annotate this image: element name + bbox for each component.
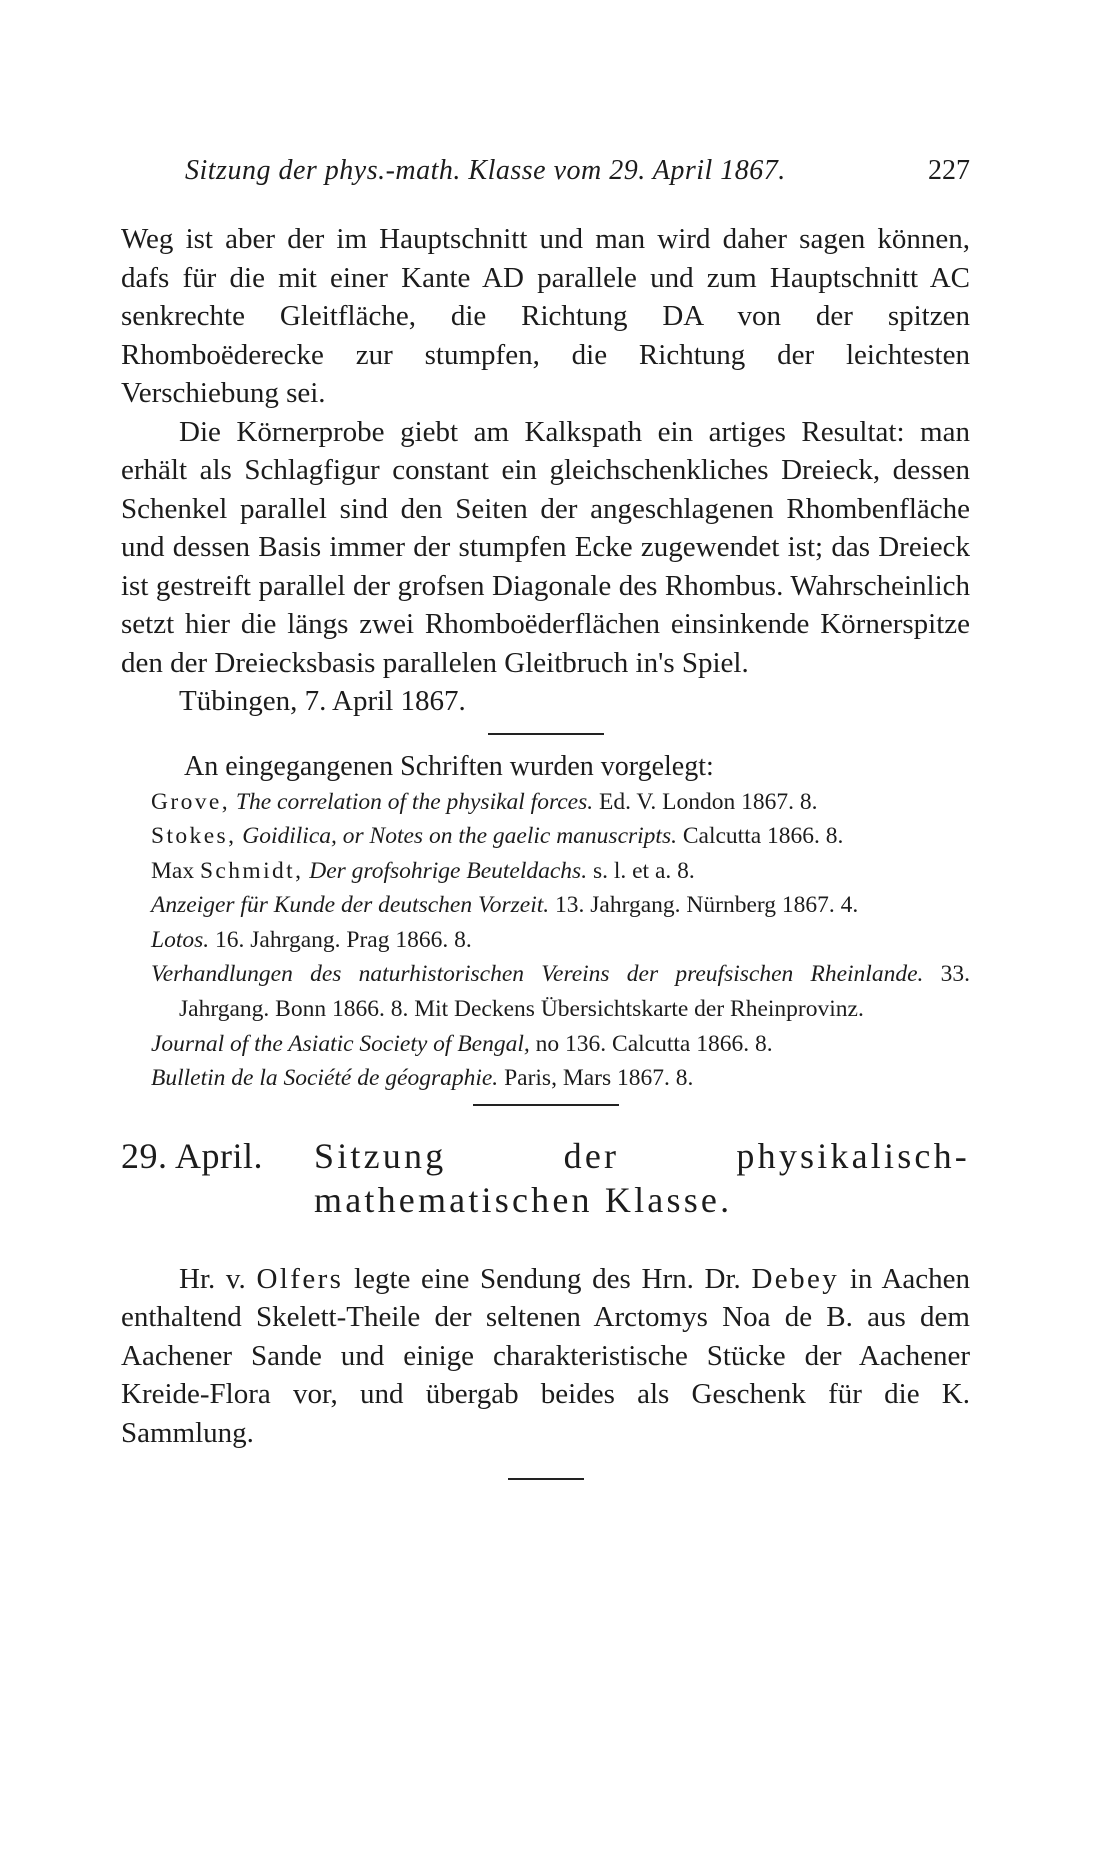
running-head-title: Sitzung der phys.-math. Klasse vom 29. April 1867.: [185, 155, 786, 186]
bibliography-entry: Verhandlungen des naturhistorischen Vereins der preufsischen Rheinlande. 33. Jahrgang. Bonn 1866. 8. Mit Deckens Übersichtskarte der Rheinprovinz.: [151, 961, 971, 1023]
olfers-paragraph: Hr. v. Olfers legte eine Sendung des Hrn. Dr. Debey in Aachen enthaltend Skelett-Theile der seltenen Arctomys Noa de B. aus dem Aachener Sande und einige charakteristische Stücke der Aachener Kreide-Flora vor, und übergab beides als Geschenk für die K. Sammlung.: [121, 1262, 971, 1449]
bibliography-entry: Journal of the Asiatic Society of Bengal, no 136. Calcutta 1866. 8.: [151, 1030, 773, 1057]
session-heading: [121, 1134, 970, 1226]
bibliography-entry: Max Schmidt, Der grofsohrige Beuteldachs. s. l. et a. 8.: [151, 857, 695, 884]
page-number: 227: [928, 155, 970, 186]
section-divider: [473, 1104, 619, 1106]
body-text: [121, 220, 970, 1480]
session-date: 29. April.: [121, 1135, 264, 1176]
paragraph-2: Die Körnerprobe giebt am Kalkspath ein artiges Resultat: man erhält als Schlagfigur constant ein gleichschenkliches Dreieck, dessen Schenkel parallel sind den Seiten der angeschlagenen Rhombenfläche und dessen Basis immer der stumpfen Ecke zugewendet ist; das Dreieck ist gestreift parallel der grofsen Diagonale des Rhombus. Wahrscheinlich setzt hier die längs zwei Rhomboëderflächen einsinkende Körnerspitze den der Dreiecksbasis parallelen Gleitbruch in's Spiel.: [121, 415, 970, 679]
bibliography-entry: Lotos. 16. Jahrgang. Prag 1866. 8.: [151, 926, 472, 953]
paragraph-1: Weg ist aber der im Hauptschnitt und man wird daher sagen können, dafs für die mit einer Kante AD parallele und zum Hauptschnitt AC senkrechte Gleitfläche, die Richtung DA von der spitzen Rhomboëderecke zur stumpfen, die Richtung der leichtesten Verschiebung sei.: [121, 223, 970, 409]
bibliography-entry: Bulletin de la Société de géographie. Paris, Mars 1867. 8.: [151, 1065, 694, 1092]
bibliography-entry: Stokes, Goidilica, or Notes on the gaelic manuscripts. Calcutta 1866. 8.: [151, 823, 844, 850]
place-date: Tübingen, 7. April 1867.: [179, 685, 466, 717]
running-head: [185, 153, 970, 189]
submissions-heading: An eingegangenen Schriften wurden vorgelegt:: [184, 750, 714, 782]
section-divider: [508, 1478, 584, 1480]
session-title: Sitzung der physikalisch-mathematischen Klasse.: [314, 1135, 970, 1220]
bibliography-entry: Grove, The correlation of the physikal forces. Ed. V. London 1867. 8.: [151, 788, 818, 815]
bibliography-entry: Anzeiger für Kunde der deutschen Vorzeit. 13. Jahrgang. Nürnberg 1867. 4.: [151, 892, 859, 919]
section-divider: [488, 733, 604, 735]
